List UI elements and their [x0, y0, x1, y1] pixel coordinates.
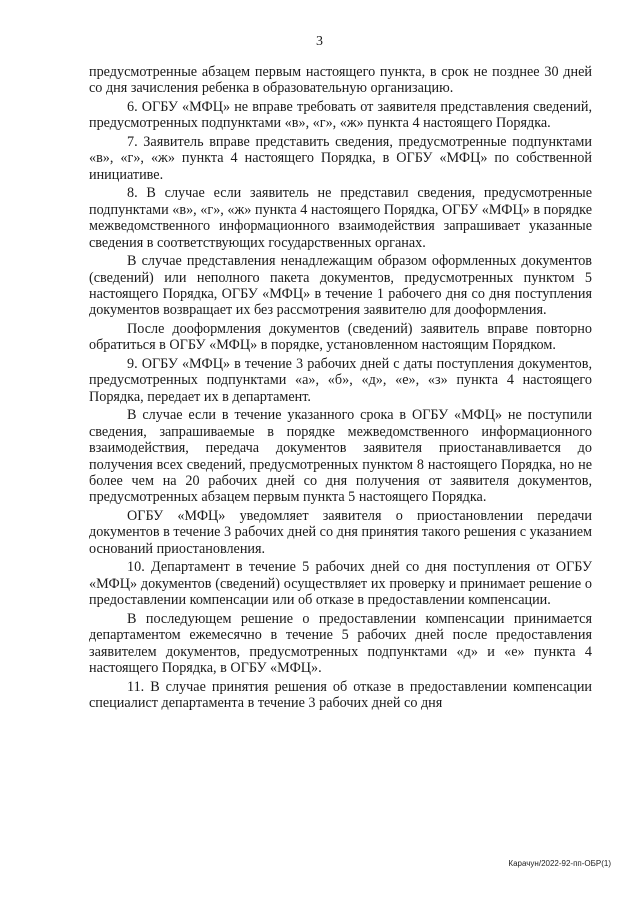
paragraph-item-9: 9. ОГБУ «МФЦ» в течение 3 рабочих дней с даты поступления документов, предусмотренных подпунктами «а», «б», «д», «е», «з» пункта 4 настоящего Порядка, передает их в департамент.: [89, 356, 592, 405]
paragraph-item-10-monthly: В последующем решение о предоставлении компенсации принимается департаментом ежемесячно в течение 5 рабочих дней после предоставления заявителем документов, предусмотренных подпунктами «д» и «е» пункта 4 настоящего Порядка, в ОГБУ «МФЦ».: [89, 610, 592, 677]
paragraph-item-9-notification: ОГБУ «МФЦ» уведомляет заявителя о приостановлении передачи документов в течение 3 рабочих дней со дня принятия такого решения с указанием оснований приостановления.: [89, 508, 592, 557]
document-code: Карачун/2022-92-пп-ОБР(1): [508, 859, 611, 868]
paragraph-item-8: 8. В случае если заявитель не представил сведения, предусмотренные подпунктами «в», «г», «ж» пункта 4 настоящего Порядка, ОГБУ «МФЦ» в порядке межведомственного информационного взаимодействия запрашивает указанные сведения в соответствующих государственных органах.: [89, 185, 592, 251]
paragraph-item-11: 11. В случае принятия решения об отказе в предоставлении компенсации специалист департамента в течение 3 рабочих дней со дня: [89, 678, 592, 712]
paragraph-item-8-reapply: После дооформления документов (сведений) заявитель вправе повторно обратиться в ОГБУ «МФЦ» в порядке, установленном настоящим Порядком.: [89, 321, 592, 354]
paragraph-item-9-suspension: В случае если в течение указанного срока в ОГБУ «МФЦ» не поступили сведения, запрашиваемые в порядке межведомственного информационного взаимодействия, передача документов заявителя приостанавливается до получения всех сведений, предусмотренных пунктом 8 настоящего Порядка, но не более чем на 20 рабочих дней со дня получения от заявителя документов, предусмотренных абзацем первым пункта 5 настоящего Порядка.: [89, 407, 592, 506]
page-number: 3: [316, 34, 323, 49]
paragraph-item-10: 10. Департамент в течение 5 рабочих дней со дня поступления от ОГБУ «МФЦ» документов (сведений) осуществляет их проверку и принимает решение о предоставлении компенсации или об отказе в предоставлении компенсации.: [89, 559, 592, 609]
paragraph-item-8-improper-docs: В случае представления ненадлежащим образом оформленных документов (сведений) или неполного пакета документов, предусмотренных пунктом 5 настоящего Порядка, ОГБУ «МФЦ» в течение 1 рабочего дня со дня поступления документов возвращает их без рассмотрения заявителю для дооформления.: [89, 253, 592, 319]
paragraph-continuation: предусмотренные абзацем первым настоящего пункта, в срок не позднее 30 дней со дня зачисления ребенка в образовательную организацию.: [89, 64, 592, 97]
paragraph-item-6: 6. ОГБУ «МФЦ» не вправе требовать от заявителя представления сведений, предусмотренных подпунктами «в», «г», «ж» пункта 4 настоящего Порядка.: [89, 99, 592, 132]
document-body: [89, 64, 592, 714]
paragraph-item-7: 7. Заявитель вправе представить сведения, предусмотренные подпунктами «в», «г», «ж» пункта 4 настоящего Порядка, в ОГБУ «МФЦ» по собственной инициативе.: [89, 134, 592, 183]
